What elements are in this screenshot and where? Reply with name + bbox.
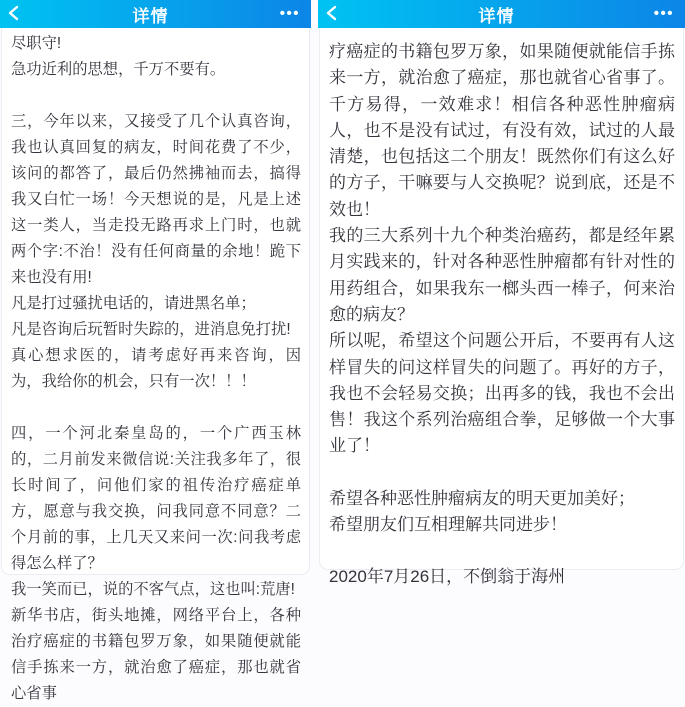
right-app-bar [318, 0, 685, 28]
paragraph: 真心想求医的，请考虑好再来咨询，因为，我给你的机会，只有一次！！！ [11, 347, 301, 390]
back-button[interactable] [0, 0, 34, 28]
left-app-bar [0, 0, 311, 28]
left-detail-page [0, 0, 311, 702]
paragraph: 凡是咨询后玩暂时失踪的，进消息免打扰! [11, 321, 291, 338]
paragraph: 希望朋友们互相理解共同进步！ [329, 515, 567, 535]
paragraph: 我的三大系列十九个种类治癌药，都是经年累月实践来的，针对各种恶性肿瘤都有针对性的用药组合，如果我东一榔头西一棒子，何来治愈的病友？ [329, 226, 675, 324]
article-content[interactable] [319, 28, 684, 587]
paragraph [11, 83, 301, 109]
paragraph: 三，今年以来，又接受了几个认真咨询，我也认真回复的病友，时间花费了不少，该问的都答了，最后仍然拂袖而去，搞得我又白忙一场！今天想说的是，凡是上述这一类人，当走投无路再求上门时，也就两个字:不治！没有任何商量的余地！跪下来也没有用! [11, 113, 301, 286]
paragraph: 希望各种恶性肿瘤病友的明天更加美好； [329, 488, 635, 508]
ellipsis-icon: ••• [653, 5, 674, 22]
more-menu-button[interactable] [267, 0, 311, 28]
right-detail-page [318, 0, 685, 594]
ellipsis-icon: ••• [279, 5, 300, 22]
paragraph: 凡是打过骚扰电话的，请进黑名单； [11, 295, 256, 312]
paragraph [11, 395, 301, 421]
more-menu-button[interactable] [641, 0, 685, 28]
paragraph [329, 538, 675, 564]
back-chevron-icon [325, 5, 338, 24]
paragraph: 疗癌症的书籍包罗万象，如果随便就能信手拣来一方，就治愈了癌症，那也就省心省事了。千方易得，一效难求！相信各种恶性肿瘤病人，也不是没有试过，有没有效，试过的人最清楚，也包括这二个朋友！既然你们有这么好的方子，干嘛要与人交换呢？说到底，还是不效也！ [329, 42, 675, 219]
paragraph: 我一笑而已，说的不客气点，这也叫:荒唐! [11, 581, 295, 598]
paragraph: 新华书店，街头地摊，网络平台上，各种治疗癌症的书籍包罗万象，如果随便就能信手拣来一方，就治愈了癌症，那也就省心省事 [11, 607, 301, 702]
paragraph: 四，一个河北秦皇岛的，一个广西玉林的，二月前发来微信说:关注我多年了，很长时间了，问他们家的祖传治疗癌症单方，愿意与我交换，问我同意不同意？二个月前的事，上几天又来问一次:问我考虑得怎么样了？ [11, 425, 301, 572]
paragraph: 所以呢，希望这个问题公开后，不要再有人这样冒失的问这样冒失的问题了。再好的方子，我也不会轻易交换；出再多的钱，我也不会出售！我这个系列治癌组合拳，足够做一个大事业了！ [329, 331, 675, 456]
paragraph: 急功近利的思想，千万不要有。 [11, 61, 226, 78]
back-chevron-icon [7, 5, 20, 24]
article-content[interactable] [1, 28, 310, 702]
page-title: 详情 [132, 6, 169, 26]
back-button[interactable] [318, 0, 352, 28]
paragraph: 2020年7月26日，不倒翁于海州 [329, 567, 566, 587]
paragraph [329, 460, 675, 486]
page-title: 详情 [478, 6, 515, 26]
paragraph: 尽职守! [11, 35, 62, 52]
